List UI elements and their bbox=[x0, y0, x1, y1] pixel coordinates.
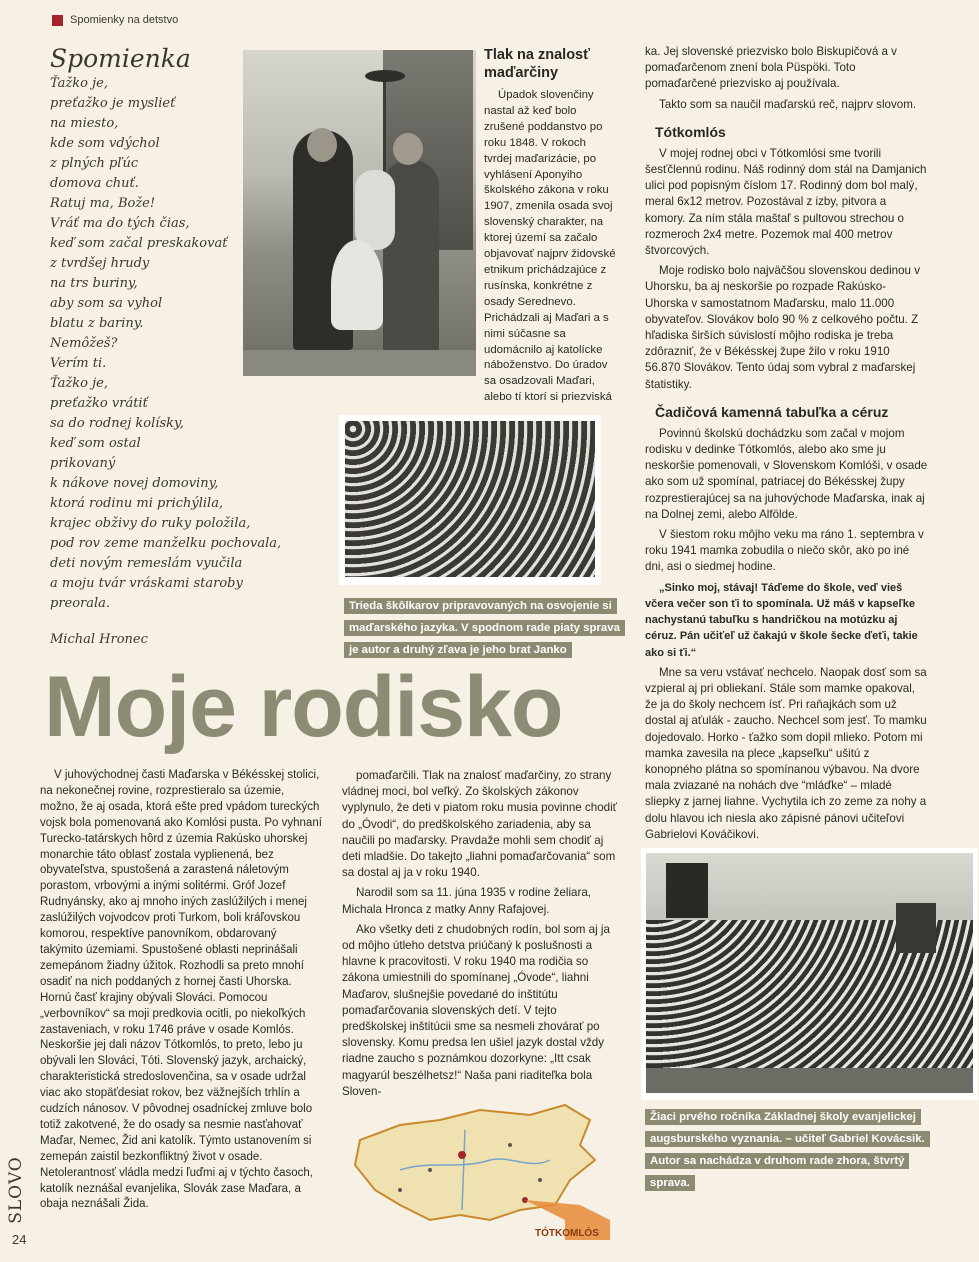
poem-line: preťažko je myslieť bbox=[50, 96, 176, 111]
poem-line: Ratuj ma, Bože! bbox=[50, 196, 156, 211]
poem-line: krajec obživy do ruky položila, bbox=[50, 516, 251, 531]
poem-line: Verím ti. bbox=[50, 356, 107, 371]
column-right bbox=[645, 44, 928, 847]
poem-line: na trs buriny, bbox=[50, 276, 138, 291]
kindergarten-photo-frame bbox=[339, 415, 601, 585]
slovo-logo bbox=[2, 1156, 32, 1230]
poem-line: na miesto, bbox=[50, 116, 119, 131]
text-right-1: ka. Jej slovenské priezvisko bolo Biskupičová a v pomaďarčenom znení bola Püspöki. Toto pomaďarčené priezvisko aj používala. bbox=[645, 45, 897, 91]
poem-title: Spomienka bbox=[50, 44, 191, 73]
poem-line: Ťažko je, bbox=[50, 376, 108, 391]
text-right-quote: „Sinko moj, stávaj! Táďeme do škole, veď vieš včera večer son ťi to spomínala. Už máš v kapseľke nachystanú tabuľku s handričkou na motúzku aj céruz. Pán učiťeľ už čakajú v škole šecke ďeťi, takie ako si ťi.“ bbox=[645, 581, 918, 659]
text-right-5: Povinnú školskú dochádzku som začal v mojom rodisku v dedinke Tótkomlós, alebo ako sme ju neskoršie pomenovali, v Slovenskom Komlóši, v osade ako som už spomínal, patriacej do Békésskej župy rozprestierajúcej sa na juhovýchode Maďarska, inak aj na Dolnej zemi, alebo Alfölde. bbox=[645, 426, 928, 521]
caption-kindergarten: Trieda škôlkarov pripravovaných na osvojenie si maďarského jazyka. V spodnom rade piaty sprava je autor a druhý zľava je jeho brat Janko bbox=[344, 595, 622, 661]
body-mid-text-3: Ako všetky deti z chudobných rodín, bol som aj ja od môjho útleho detstva priúčaný k poslušnosti a hlavne k pracovitosti. V roku 1940 ma rodičia so zákona umiestnili do spomínanej „Óvode“, liahni Maďarov, slušnejšie povedané do inštitútu pomaďarčovania slovenských detí. V tejto predškolskej inštitúcii sme sa nesmeli zhovárať po slovensky. Komu predsa len ušiel jazyk dostal vždy riadne zaucho s poznámkou dozorkyne: „Itt csak magyarúl beszélhetsz!“ Naša pani riaditeľka bola Sloven- bbox=[342, 922, 610, 1098]
logo-text: SLOVO bbox=[5, 1156, 26, 1224]
poem-author: Michal Hronec bbox=[50, 632, 148, 647]
hungary-map bbox=[340, 1100, 620, 1250]
body-left-text: V juhovýchodnej časti Maďarska v Békésskej stolici, na nekonečnej rovine, rozprestieralo sa územie, možno, že aj osada, ktorá ešte pred vpádom tureckých vojsk bola pomenovaná ako Komlósi pusta. Po vyhnaní Turecko-tatárskych hôrd z územia Rakúsko uhorskej monarchie táto oblasť zostala vyplienená, bez obyvateľstva, spustošená a zarastená náletovým porastom, vrbovými a inými solitérmi. Gróf Jozef Rudnyánsky, ako aj mnoho iných zaslúžilých i menej zaslúžilých vojvodcov proti Turkom, boli kráľovskou komorou, respektíve panovníkom, obdarovaný takýmito územiami. Spustošené oblasti neprinášali zemepánom žiadny úžitok. Rozhodli sa preto mnohí osadiť na nich poddaných z hornej časti Uhorska. Hornú časť krajiny obývali Slováci. Pomocou „verbovníkov“ sa moji predkovia ocitli, po niekoľkých zastaveniach, v roku 1746 práve v osade Komlós. Neskoršie jej dali názov Tótkomlós, to preto, lebo ju obývali len Slováci, Tóti. Slovenský jazyk, archaický, charakteristická stredoslovenčina, sa v osade udržal viac ako stopäťdesiat rokov, bez väžnejších trhlín a cudzích nánosov. V pôvodnej osadníckej zmluve bolo totiž zakotvené, že do osady sa nesmie nasťahovať Maďar, Nemec, Žid ani katolík. Týmto ustanovením si zemepán zaistil bezkonfliktný život v osade. Netolerantnosť vládla medzi ľuďmi aj v týchto časoch, katolík neznášal evanjelika, Slovák zase Maďara, a obaja neznášali Žida. bbox=[40, 769, 322, 1211]
main-title: Moje rodisko bbox=[44, 659, 563, 755]
school-photo bbox=[646, 853, 973, 1093]
text-right-6: V šiestom roku môjho veku ma ráno 1. septembra v roku 1941 mamka zobudila o niečo skôr, ako po iné dni, asi o siedmej hodine. bbox=[645, 528, 924, 574]
section-header bbox=[52, 13, 178, 27]
page-number: 24 bbox=[12, 1232, 27, 1247]
body-mid-text-1: pomaďarčili. Tlak na znalosť maďarčiny, zo strany vládnej moci, bol veľký. Zo školských zákonov vyplynulo, že deti v piatom roku musia povinne chodiť do „Óvodi“, do predškolského zariadenia, aby sa naučili po maďarsky. Pravdaže mohli sem chodiť aj deti mladšie. Do takejto „liahni pomaďarčovania“ som sa dostal aj ja v roku 1940. bbox=[342, 769, 618, 880]
family-photo bbox=[243, 50, 476, 376]
column-tlak bbox=[484, 46, 616, 410]
text-right-3: V mojej rodnej obci v Tótkomlósi sme tvorili šesťčlennú rodinu. Náš rodinný dom stál na Damjanich ulici pod popisným číslom 17. Rodinný dom bol malý, meral 6x12 metrov. Pozostával z izby, pitvora a komory. Za ním stála maštaľ s pultovou strechou o rozmeroch 2x4 metre. Pozemok mal 400 metrov štvorcových. bbox=[645, 146, 927, 258]
poem-line: Ťažko je, bbox=[50, 76, 108, 91]
poem-line: pod rov zeme manželku pochovala, bbox=[50, 536, 282, 551]
poem-line: aby som sa vyhol bbox=[50, 296, 163, 311]
poem-line: sa do rodnej kolísky, bbox=[50, 416, 184, 431]
heading-totkomlos: Tótkomlós bbox=[655, 123, 726, 140]
poem-line: ktorá rodinu mi prichýlila, bbox=[50, 496, 224, 511]
kindergarten-photo bbox=[345, 421, 595, 577]
poem-line: z tvrdšej hrudy bbox=[50, 256, 150, 271]
text-right-2: Takto som sa naučil maďarskú reč, najprv slovom. bbox=[659, 97, 917, 111]
map-label: TÓTKOMLÓS bbox=[535, 1228, 599, 1239]
text-tlak: Úpadok slovenčiny nastal až keď bolo zrušené poddanstvo po roku 1848. V rokoch tvrdej maďarizácie, po vyhlásení Aponyiho školského zákona v roku 1907, zmenila osada svoj slovenský charakter, na ktorej území sa začalo objavovať najprv židovské etnikum prichádzajúce z rusínska, konkrétne z osady Serednevo. Prichádzali aj Maďari a s nimi súčasne sa udomácnilo aj katolícke náboženstvo. Do úradov sa osadzovali Maďari, alebo tí ktorí si priezviská bbox=[484, 89, 616, 404]
section-label: Spomienky na detstvo bbox=[70, 14, 179, 26]
text-right-8: Mne sa veru vstávať nechcelo. Naopak dosť som sa vzpieral aj pri obliekaní. Stále som mamke opakoval, že ja do školy nechcem ísť. Pri raňajkách som už dostal aj aťulák - zaucho. Nechcel som jesť. To mamku dojedovalo. Horko - ťažko som dopil mlieko. Potom mi mamka zavesila na plece „kapseľku“ ušitú z konopného plátna so spomínanou výbavou. Na dvore mala zviazané na nohách dve “mláďke“ – mladé sliepky z jarnej liahne. Vychytila ich zo zeme za nohy a dolu hlavou ich niesla ako zápisné pánovi učiteľovi Gabrielovi Kováčikovi. bbox=[645, 665, 927, 841]
body-left-column bbox=[40, 768, 322, 1217]
poem-line: keď som začal preskakovať bbox=[50, 236, 228, 251]
heading-tlak: Tlak na znalosť maďarčiny bbox=[484, 47, 591, 81]
poem-line: blatu z bariny. bbox=[50, 316, 144, 331]
poem-line: keď som ostal bbox=[50, 436, 141, 451]
poem-line: preťažko vrátiť bbox=[50, 396, 148, 411]
poem-line: Nemôžeš? bbox=[50, 336, 118, 351]
poem-line: Vráť ma do tých čias, bbox=[50, 216, 190, 231]
poem-line: k nákove novej domoviny, bbox=[50, 476, 219, 491]
text-right-4: Moje rodisko bolo najväčšou slovenskou dedinou v Uhorsku, ba aj neskoršie po rozpade Rakúsko-Uhorska v samostatnom Maďarsku, malo 11.000 obyvateľov. Slovákov bolo 90 % z celkového počtu. Z hľadiska širších súvislostí môjho rodiska je treba zdôrazniť, že v Békésskej župe žilo v roku 1910 56.870 Slovákov. Tento údaj som vybral z maďarskej štatistiky. bbox=[645, 264, 921, 391]
heading-cadicova: Čadičová kamenná tabuľka a céruz bbox=[655, 403, 889, 420]
poem-line: kde som vdýchol bbox=[50, 136, 160, 151]
body-mid-text-2: Narodil som sa 11. júna 1935 v rodine želiara, Michala Hronca z matky Anny Rafajovej. bbox=[342, 886, 592, 916]
poem-line: prikovaný bbox=[50, 456, 116, 471]
poem-line: domova chuť. bbox=[50, 176, 139, 191]
body-mid-column bbox=[342, 768, 622, 1104]
section-marker-icon bbox=[52, 15, 63, 26]
poem-line: deti novým remeslám vyučila bbox=[50, 556, 243, 571]
school-photo-frame bbox=[641, 848, 978, 1100]
poem-line: a moju tvár vráskami staroby preorala. bbox=[50, 576, 243, 611]
poem-line: z plných pľúc bbox=[50, 156, 139, 171]
caption-school: Žiaci prvého ročníka Základnej školy evanjelickej augsburského vyznania. – učiteľ Gabriel Kovácsik. Autor sa nachádza v druhom rade zhora, štvrtý sprava. bbox=[645, 1106, 935, 1194]
